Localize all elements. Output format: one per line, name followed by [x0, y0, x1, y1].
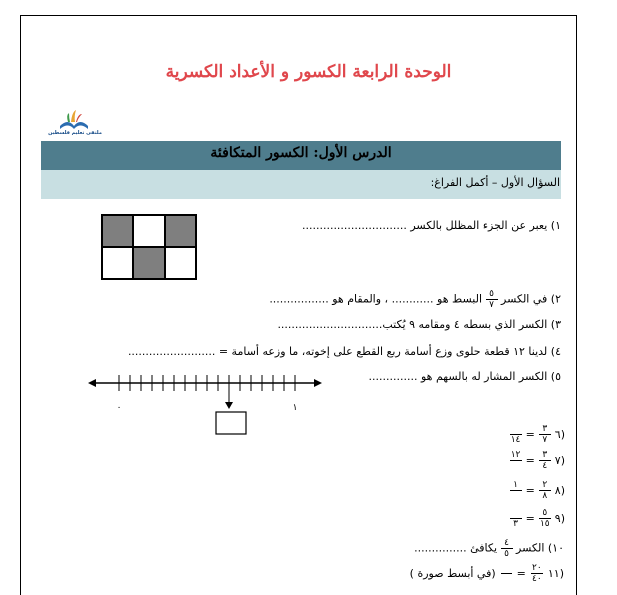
- grid-cell-shaded: [133, 247, 164, 279]
- grid-cell-shaded: [165, 215, 196, 247]
- grid-cell: [102, 247, 133, 279]
- fraction-denominator: ٧: [542, 435, 548, 445]
- equals-sign: =: [525, 512, 535, 525]
- question-label: ٨): [554, 484, 565, 497]
- question-label: ١١): [547, 567, 564, 580]
- equals-sign: =: [525, 454, 535, 467]
- question-11-note: ( في أبسط صورة): [409, 567, 496, 580]
- question-10-prefix: ١٠) الكسر: [516, 541, 564, 555]
- question-6: [480, 424, 565, 445]
- question-8: [480, 480, 565, 501]
- number-line: [86, 370, 326, 440]
- right-arrow-icon: [314, 379, 322, 387]
- fraction-numerator: ١: [513, 480, 518, 490]
- question-2-prefix: ٢) في الكسر: [501, 292, 561, 306]
- fraction-denominator: [514, 461, 517, 471]
- fraction-numerator: ٥: [489, 289, 494, 299]
- lesson-title: الدرس الأول: الكسور المتكافئة: [210, 145, 392, 161]
- number-line-start-label: ٠: [116, 403, 122, 413]
- fraction-numerator: ٣: [542, 450, 548, 460]
- question-4: ٤) لدينا ١٢ قطعة حلوى وزع أسامة ربع القطع على إخوته، ما وزعه أسامة = .........................: [127, 345, 561, 358]
- fraction-denominator: ١٥: [539, 519, 550, 529]
- equals-sign: =: [525, 484, 535, 497]
- answer-box: [216, 412, 246, 434]
- fraction-numerator: ١٢: [510, 450, 521, 460]
- fraction-denominator: ٨: [542, 491, 548, 501]
- equals-sign: =: [525, 428, 535, 441]
- grid-cell-shaded: [102, 215, 133, 247]
- question-10-suffix: يكافئ ...............: [414, 541, 498, 555]
- grid-cell: [133, 215, 164, 247]
- fraction-denominator: ٥: [504, 549, 509, 559]
- question-10-fraction: [501, 538, 513, 559]
- question-7: [480, 450, 565, 471]
- question-2: [269, 289, 561, 310]
- equals-sign: =: [516, 567, 526, 580]
- answer-blank: [501, 573, 512, 574]
- fraction-numerator: ٢٠: [532, 563, 542, 573]
- question-label: ٧): [554, 454, 565, 467]
- question-9: [480, 508, 565, 529]
- fraction-numerator: [514, 424, 517, 434]
- question-5: ٥) الكسر المشار له بالسهم هو ..............: [368, 370, 561, 383]
- question-2-fraction: [486, 289, 498, 310]
- question-3: ٣) الكسر الذي بسطه ٤ ومقامه ٩ يُكتب..............................: [277, 318, 561, 331]
- grid-cell: [165, 247, 196, 279]
- fraction-numerator: ٢: [542, 480, 548, 490]
- fraction-denominator: ٤٠: [532, 574, 542, 584]
- fraction-denominator: ١٤: [510, 435, 521, 445]
- fraction-denominator: ٧: [489, 300, 494, 310]
- number-line-end-label: ١: [292, 403, 298, 413]
- fraction-numerator: ٣: [542, 424, 548, 434]
- left-arrow-icon: [88, 379, 96, 387]
- question-label: ٩): [554, 512, 565, 525]
- pointer-arrow-icon: [225, 402, 233, 409]
- fraction-denominator: [514, 491, 517, 501]
- logo: [38, 104, 110, 144]
- question-11: [410, 563, 564, 584]
- question-label: ٦): [554, 428, 565, 441]
- unit-title: الوحدة الرابعة الكسور و الأعداد الكسرية: [165, 62, 452, 82]
- question-10: [414, 538, 564, 559]
- fraction-numerator: ٤: [504, 538, 509, 548]
- question-1: ١) يعبر عن الجزء المظلل بالكسر ..............................: [301, 219, 561, 232]
- question-2-suffix: البسط هو ............ ، والمقام هو .................: [269, 292, 482, 306]
- fraction-denominator: ٣: [513, 519, 518, 529]
- fraction-numerator: [514, 508, 517, 518]
- fraction-numerator: ٥: [542, 508, 548, 518]
- fraction-denominator: ٤: [542, 461, 548, 471]
- question-title: السؤال الأول – أكمل الفراغ:: [430, 176, 560, 189]
- shaded-grid: [101, 214, 197, 280]
- logo-caption: ملتقى تعليم فلسطين: [48, 130, 102, 136]
